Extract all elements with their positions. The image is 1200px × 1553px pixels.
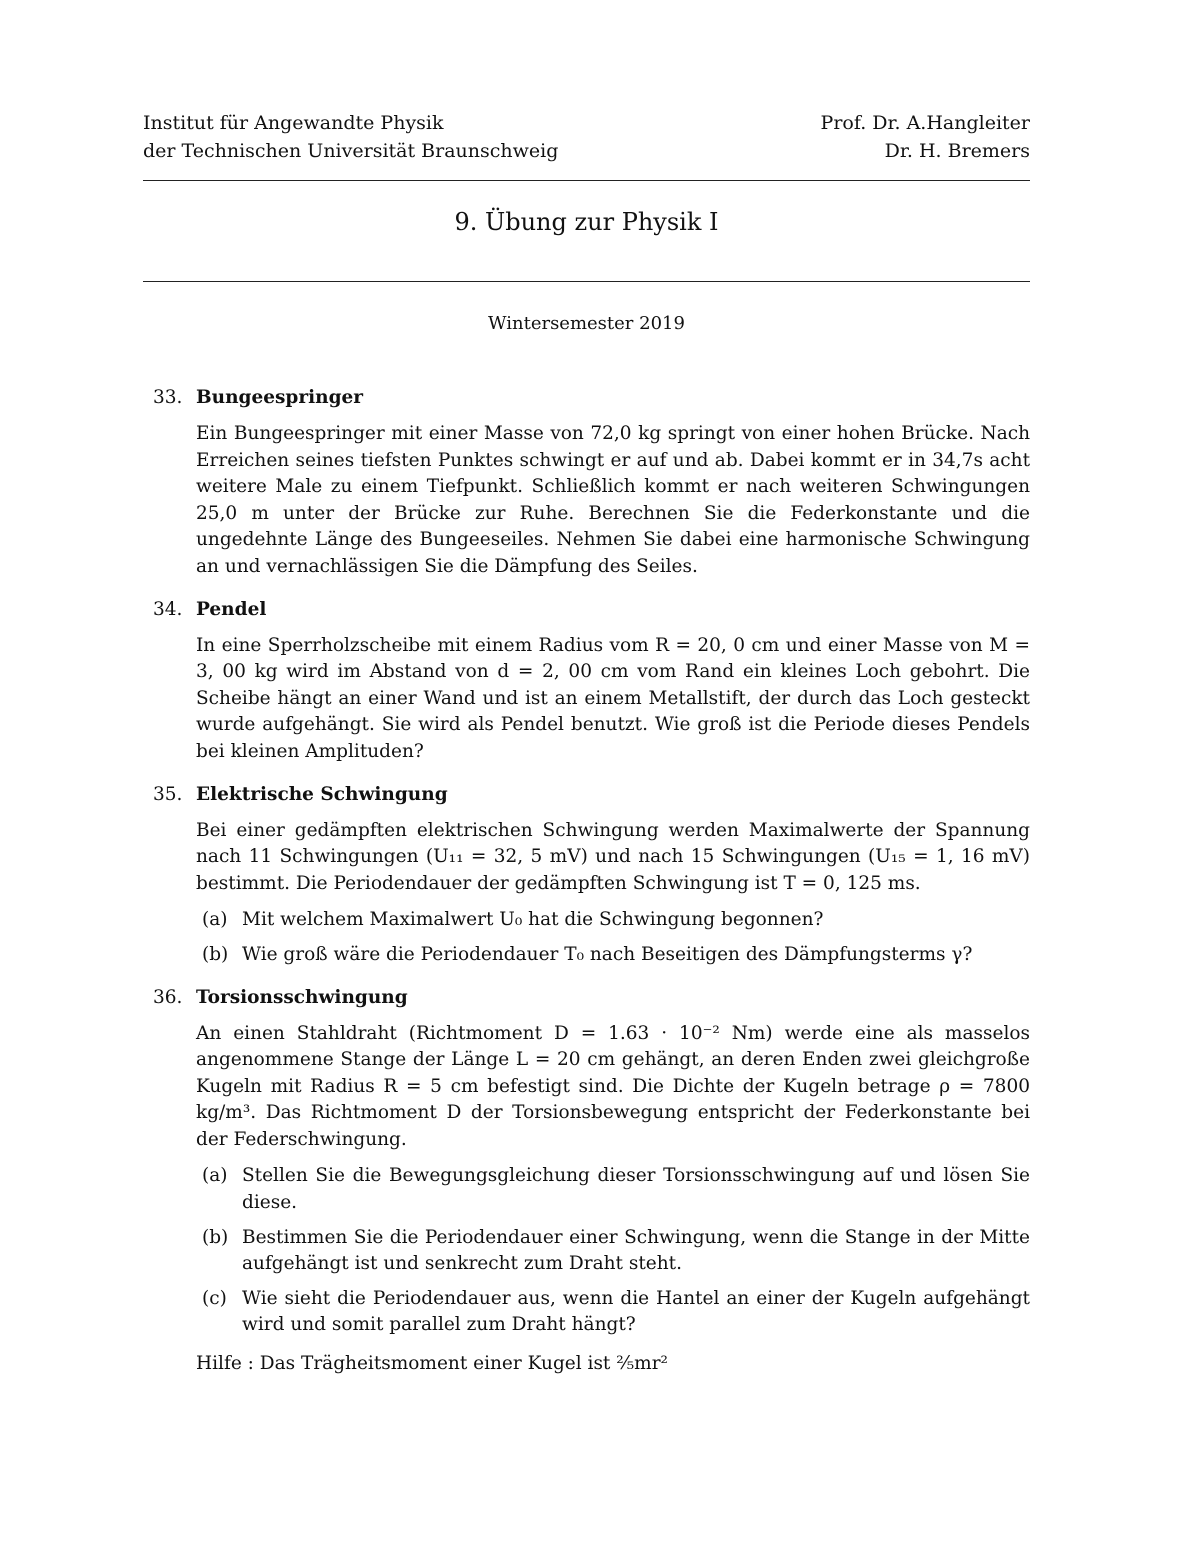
subquestion [196,907,1030,934]
problem-35 [143,782,1030,969]
university-name: der Technischen Universität Braunschweig [143,140,559,162]
header-right [821,109,1030,165]
subquestion-label: (b) [202,943,229,965]
problem-title: Bungeespringer [196,387,364,408]
subquestion-label: (c) [202,1287,227,1309]
page-title: 9. Übung zur Physik I [454,208,719,236]
subquestion-text: Mit welchem Maximalwert U₀ hat die Schwingung begonnen? [242,909,824,931]
problem-number: 34. [153,598,183,620]
problem-text: An einen Stahldraht (Richtmoment D = 1.63 · 10⁻² Nm) werde eine als masselos angenommene Stange der Länge L = 20 cm gehängt, an deren Enden zwei gleichgroße Kugeln mit Radius R = 5 cm befestigt sind. Die Dichte der Kugeln betrage ρ = 7800 kg/m³. Das Richtmoment D der Torsionsbewegung entspricht der Federkonstante bei der Federschwingung. [196,1022,1030,1150]
problem-number: 33. [153,387,183,408]
subquestion [196,1286,1030,1339]
title-rule [143,281,1030,282]
subquestion-list [196,907,1030,968]
problem-title: Elektrische Schwingung [196,783,448,805]
subquestion-label: (a) [202,909,228,931]
problem-title: Torsionsschwingung [196,986,408,1008]
problem-number: 36. [153,986,183,1008]
subquestion-label: (b) [202,1226,229,1248]
problem-title: Pendel [196,598,267,620]
problem-34 [143,597,1030,766]
assistant-name: Dr. H. Bremers [884,140,1030,162]
problem-text: Bei einer gedämpften elektrischen Schwingung werden Maximalwerte der Spannung nach 11 Schwingungen (U₁₁ = 32, 5 mV) und nach 15 Schwingungen (U₁₅ = 1, 16 mV) bestimmt. Die Periodendauer der gedämpften Schwingung ist T = 0, 125 ms. [196,819,1030,894]
problem-list [143,385,1030,1394]
institute-name: Institut für Angewandte Physik [143,112,444,134]
problem-33 [143,385,1030,581]
hint-text: Hilfe : Das Trägheitsmoment einer Kugel ist ²⁄₅mr² [196,1353,668,1375]
problem-text: In eine Sperrholzscheibe mit einem Radius vom R = 20, 0 cm und einer Masse von M = 3, 00 kg wird im Abstand von d = 2, 00 cm vom Rand ein kleines Loch gebohrt. Die Scheibe hängt an einer Wand und ist an einem Metallstift, der durch das Loch gesteckt wurde aufgehängt. Sie wird als Pendel benutzt. Wie groß ist die Periode dieses Pendels bei kleinen Amplituden? [196,634,1030,762]
subquestion-text: Bestimmen Sie die Periodendauer einer Schwingung, wenn die Stange in der Mitte aufgehängt ist und senkrecht zum Draht steht. [242,1226,1030,1275]
subquestion [196,942,1030,969]
semester-label: Wintersemester 2019 [488,313,685,334]
problem-text: Ein Bungeespringer mit einer Masse von 72,0 kg springt von einer hohen Brücke. Nach Erreichen seines tiefsten Punktes schwingt er auf und ab. Dabei kommt er in 34,7s acht weitere Male zu einem Tiefpunkt. Schließlich kommt er nach weiteren Schwingungen 25,0 m unter der Brücke zur Ruhe. Berechnen Sie die Federkonstante und die ungedehnte Länge des Bungeeseiles. Nehmen Sie dabei eine harmonische Schwingung an und vernachlässigen Sie die Dämpfung des Seiles. [196,423,1030,577]
subquestion-label: (a) [202,1165,228,1187]
subquestion-text: Stellen Sie die Bewegungsgleichung dieser Torsionsschwingung auf und lösen Sie diese. [242,1165,1030,1214]
header-left [143,109,558,165]
problem-36 [143,985,1030,1378]
subquestion-text: Wie sieht die Periodendauer aus, wenn die Hantel an einer der Kugeln aufgehängt wird und somit parallel zum Draht hängt? [242,1287,1030,1336]
subquestion [196,1225,1030,1278]
subquestion [196,1163,1030,1216]
top-rule [143,180,1030,181]
subquestion-text: Wie groß wäre die Periodendauer T₀ nach Beseitigen des Dämpfungsterms γ? [242,943,973,965]
subquestion-list [196,1163,1030,1339]
professor-name: Prof. Dr. A.Hangleiter [820,112,1030,134]
problem-number: 35. [153,783,183,805]
